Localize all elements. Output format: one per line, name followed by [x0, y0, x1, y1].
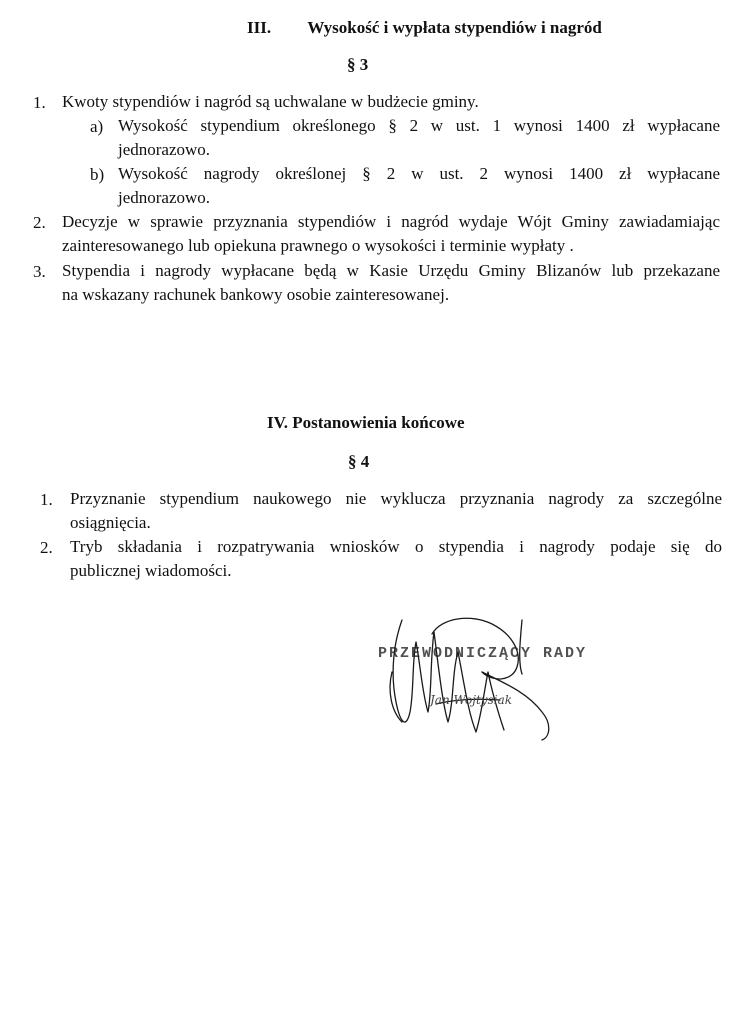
list-item-text: zainteresowanego lub opiekuna prawnego o wysokości i terminie wypłaty . — [62, 236, 574, 255]
list-item-number: 1. — [33, 93, 46, 112]
list-item-text: publicznej wiadomości. — [70, 561, 232, 580]
list-item-text: Kwoty stypendiów i nagród są uchwalane w budżecie gminy. — [62, 92, 479, 111]
list-item-number: b) — [90, 165, 105, 184]
list-item-number: 3. — [33, 262, 46, 281]
list-item — [62, 210, 720, 258]
list-item-number: 1. — [40, 490, 53, 509]
official-stamp: PRZEWODNICZĄCY RADY — [378, 645, 588, 662]
list-item-text: Decyzje w sprawie przyznania stypendiów i nagród wydaje Wójt Gminy zawiadamiając — [62, 212, 720, 231]
list-item-text: Stypendia i nagrody wypłacane będą w Kasie Urzędu Gminy Blizanów lub przekazane — [62, 261, 720, 280]
list-item — [70, 535, 722, 583]
list-item-text: osiągnięcia. — [70, 513, 151, 532]
list-item — [62, 90, 722, 114]
paragraph-3-marker: § 3 — [347, 55, 369, 74]
section-3-title: Wysokość i wypłata stypendiów i nagród — [307, 18, 602, 37]
section-3-heading — [247, 18, 602, 38]
signature-name-stamp: Jan Wojtysiak — [430, 693, 512, 707]
section-3-number: III. — [247, 18, 272, 37]
list-item — [70, 487, 722, 535]
list-item-text: na wskazany rachunek bankowy osobie zainteresowanej. — [62, 285, 450, 304]
list-item — [62, 259, 720, 307]
list-item — [118, 114, 720, 162]
list-item-text: Przyznanie stypendium naukowego nie wyklucza przyznania nagrody za szczególne — [70, 489, 722, 508]
list-item — [118, 162, 720, 210]
list-item-number: 2. — [33, 213, 46, 232]
paragraph-4-marker: § 4 — [348, 452, 370, 471]
list-item-text: jednorazowo. — [118, 140, 211, 159]
section-4-heading: IV. Postanowienia końcowe — [267, 413, 465, 432]
list-item-number: 2. — [40, 538, 53, 557]
list-item-text: jednorazowo. — [118, 188, 211, 207]
list-item-text: Wysokość nagrody określonej § 2 w ust. 2 wynosi 1400 zł wypłacane — [118, 164, 720, 183]
list-item-number: a) — [90, 117, 104, 136]
list-item-text: Wysokość stypendium określonego § 2 w ust. 1 wynosi 1400 zł wypłacane — [118, 116, 720, 135]
handwritten-signature — [372, 612, 602, 752]
list-item-text: Tryb składania i rozpatrywania wniosków o stypendia i nagrody podaje się do — [70, 537, 722, 556]
